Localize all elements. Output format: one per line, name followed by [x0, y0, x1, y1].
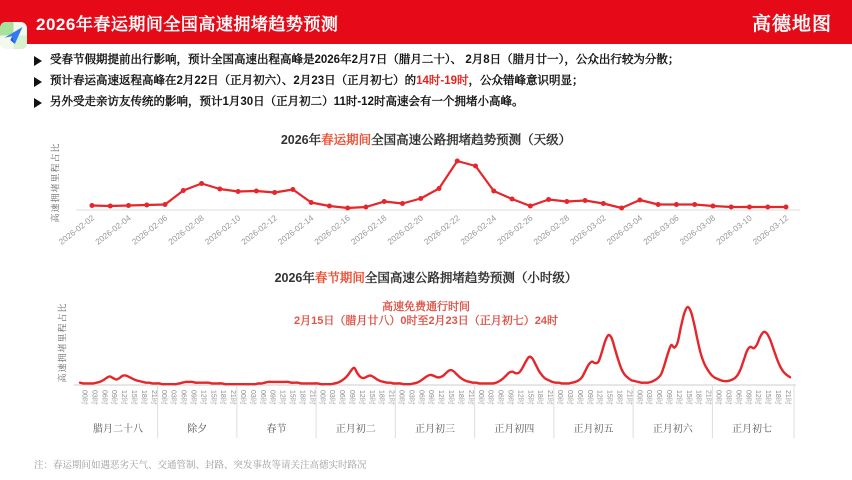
- svg-text:03时: 03时: [90, 390, 98, 405]
- bullet-text: 受春节假期提前出行影响，预计全国高速出程高峰是2026年2月7日（腊月二十）、 2月8日（腊月廿一），公众出行较为分散；: [50, 54, 680, 66]
- svg-text:2026-02-04: 2026-02-04: [93, 212, 133, 247]
- svg-text:06时: 06时: [575, 390, 583, 405]
- svg-text:03时: 03时: [328, 390, 336, 405]
- svg-text:21时: 21时: [546, 390, 554, 405]
- svg-text:06时: 06时: [417, 390, 425, 405]
- arrow-bullet-icon: [34, 98, 42, 108]
- svg-text:2026-03-02: 2026-03-02: [567, 212, 608, 247]
- brand-logo: [745, 9, 832, 36]
- svg-text:腊月二十八: 腊月二十八: [92, 424, 143, 435]
- daily-chart-y-axis-label: 高速拥堵里程占比: [50, 142, 61, 223]
- svg-text:2026-02-02: 2026-02-02: [56, 212, 97, 247]
- svg-text:09时: 09时: [585, 390, 593, 405]
- svg-text:2026-03-06: 2026-03-06: [641, 212, 681, 247]
- header-banner: [0, 0, 852, 44]
- svg-text:03时: 03时: [565, 390, 573, 405]
- svg-text:正月初七: 正月初七: [732, 424, 773, 435]
- svg-text:21时: 21时: [229, 390, 237, 405]
- daily-trend-line-chart: [0, 146, 852, 260]
- svg-text:18时: 18时: [694, 390, 702, 405]
- svg-text:15时: 15时: [367, 390, 375, 405]
- svg-text:03时: 03时: [248, 390, 256, 405]
- svg-text:03时: 03时: [486, 390, 494, 405]
- svg-text:正月初六: 正月初六: [652, 424, 693, 435]
- svg-text:15时: 15时: [684, 390, 692, 405]
- svg-text:06时: 06时: [734, 390, 742, 405]
- svg-text:2026-03-10: 2026-03-10: [714, 212, 754, 247]
- svg-text:12时: 12时: [278, 390, 286, 405]
- svg-text:12时: 12时: [674, 390, 682, 405]
- svg-text:06时: 06时: [258, 390, 266, 405]
- svg-text:21时: 21时: [308, 390, 316, 405]
- arrow-bullet-icon: [34, 56, 42, 66]
- toll-free-range: 2月15日（腊月廿八）0时至2月23日（正月初七）24时: [293, 315, 559, 327]
- svg-text:18时: 18时: [536, 390, 544, 405]
- svg-text:15时: 15时: [209, 390, 217, 405]
- svg-text:正月初二: 正月初二: [335, 424, 376, 435]
- svg-text:06时: 06时: [100, 390, 108, 405]
- svg-text:除夕: 除夕: [187, 424, 208, 435]
- bullet-item-return-peak: [34, 74, 844, 88]
- svg-text:15时: 15时: [605, 390, 613, 405]
- svg-text:18时: 18时: [139, 390, 147, 405]
- svg-text:00时: 00时: [159, 390, 167, 405]
- svg-text:15时: 15时: [288, 390, 296, 405]
- svg-text:06时: 06时: [179, 390, 187, 405]
- svg-text:09时: 09时: [347, 390, 355, 405]
- svg-text:2026-03-04: 2026-03-04: [604, 212, 645, 247]
- svg-text:12时: 12时: [595, 390, 603, 405]
- svg-text:2026-02-24: 2026-02-24: [458, 212, 499, 247]
- bullet-text: 另外受走亲访友传统的影响，预计1月30日（正月初二）11时-12时高速会有一个拥堵小高峰。: [50, 96, 524, 108]
- svg-text:15时: 15时: [130, 390, 138, 405]
- svg-text:12时: 12时: [357, 390, 365, 405]
- svg-text:18时: 18时: [219, 390, 227, 405]
- svg-text:15时: 15时: [764, 390, 772, 405]
- toll-free-title: 高速免费通行时间: [382, 301, 470, 313]
- svg-text:18时: 18时: [773, 390, 781, 405]
- svg-text:12时: 12时: [754, 390, 762, 405]
- svg-text:2026-02-06: 2026-02-06: [129, 212, 170, 247]
- svg-text:03时: 03时: [169, 390, 177, 405]
- svg-text:06时: 06时: [655, 390, 663, 405]
- svg-text:21时: 21时: [783, 390, 791, 405]
- hourly-chart-y-axis-label: 高速拥堵里程占比: [57, 302, 68, 383]
- svg-text:00时: 00时: [556, 390, 564, 405]
- svg-text:正月初五: 正月初五: [573, 424, 614, 435]
- svg-text:00时: 00时: [318, 390, 326, 405]
- svg-text:18时: 18时: [298, 390, 306, 405]
- svg-text:21时: 21时: [466, 390, 474, 405]
- svg-text:12时: 12时: [516, 390, 524, 405]
- svg-text:00时: 00时: [714, 390, 722, 405]
- svg-text:正月初三: 正月初三: [415, 424, 455, 435]
- svg-text:21时: 21时: [625, 390, 633, 405]
- svg-text:2026-02-12: 2026-02-12: [239, 212, 279, 247]
- svg-text:2026-02-16: 2026-02-16: [312, 212, 352, 247]
- hourly-chart-title: 2026年春节期间全国高速公路拥堵趋势预测（小时级）: [274, 271, 578, 285]
- page-title: 2026年春运期间全国高速拥堵趋势预测: [36, 14, 339, 34]
- svg-text:2026-02-14: 2026-02-14: [275, 212, 316, 247]
- svg-text:09时: 09时: [665, 390, 673, 405]
- brand-name: 高德地图: [751, 13, 832, 35]
- svg-text:09时: 09时: [427, 390, 435, 405]
- svg-text:09时: 09时: [268, 390, 276, 405]
- svg-text:15时: 15时: [447, 390, 455, 405]
- svg-text:2026-03-08: 2026-03-08: [677, 212, 718, 247]
- disclaimer-note: 注：春运期间如遇恶劣天气、交通管制、封路、突发事故等请关注高德实时路况: [34, 460, 367, 471]
- hourly-trend-line-chart: [0, 288, 852, 453]
- svg-text:06时: 06时: [496, 390, 504, 405]
- svg-text:00时: 00时: [239, 390, 247, 405]
- svg-text:06时: 06时: [338, 390, 346, 405]
- svg-text:21时: 21时: [704, 390, 712, 405]
- svg-text:00时: 00时: [80, 390, 88, 405]
- svg-text:03时: 03时: [724, 390, 732, 405]
- svg-text:2026-02-28: 2026-02-28: [531, 212, 572, 247]
- svg-text:正月初四: 正月初四: [494, 424, 535, 435]
- arrow-bullet-icon: [34, 77, 42, 87]
- svg-text:21时: 21时: [149, 390, 157, 405]
- svg-text:2026-02-20: 2026-02-20: [385, 212, 425, 247]
- svg-text:00时: 00时: [397, 390, 405, 405]
- svg-text:15时: 15时: [526, 390, 534, 405]
- svg-text:2026-02-26: 2026-02-26: [494, 212, 535, 247]
- bullet-text: 预计春运高速返程高峰在2月22日（正月初六）、2月23日（正月初七）的14时-19时，公众错峰意识明显；: [50, 75, 584, 87]
- svg-text:2026-02-08: 2026-02-08: [166, 212, 206, 247]
- svg-text:18时: 18时: [456, 390, 464, 405]
- svg-text:09时: 09时: [189, 390, 197, 405]
- svg-text:2026-02-18: 2026-02-18: [348, 212, 389, 247]
- svg-text:21时: 21时: [387, 390, 395, 405]
- svg-text:12时: 12时: [199, 390, 207, 405]
- svg-text:03时: 03时: [645, 390, 653, 405]
- daily-chart-title: 2026年春运期间全国高速公路拥堵趋势预测（天级）: [280, 133, 572, 147]
- svg-text:12时: 12时: [120, 390, 128, 405]
- svg-text:09时: 09时: [744, 390, 752, 405]
- svg-text:09时: 09时: [506, 390, 514, 405]
- svg-text:09时: 09时: [110, 390, 118, 405]
- svg-text:春节: 春节: [266, 424, 287, 435]
- svg-text:2026-02-10: 2026-02-10: [202, 212, 243, 247]
- bullet-item-visiting-peak: [34, 95, 844, 109]
- summary-bullets: [34, 53, 844, 116]
- svg-text:2026-02-22: 2026-02-22: [421, 212, 462, 247]
- svg-text:00时: 00时: [635, 390, 643, 405]
- bullet-item-outbound-peak: [34, 53, 844, 67]
- svg-text:18时: 18时: [377, 390, 385, 405]
- svg-text:18时: 18时: [615, 390, 623, 405]
- svg-text:00时: 00时: [476, 390, 484, 405]
- svg-text:03时: 03时: [407, 390, 415, 405]
- svg-text:2026-03-12: 2026-03-12: [750, 212, 791, 247]
- svg-text:12时: 12时: [437, 390, 445, 405]
